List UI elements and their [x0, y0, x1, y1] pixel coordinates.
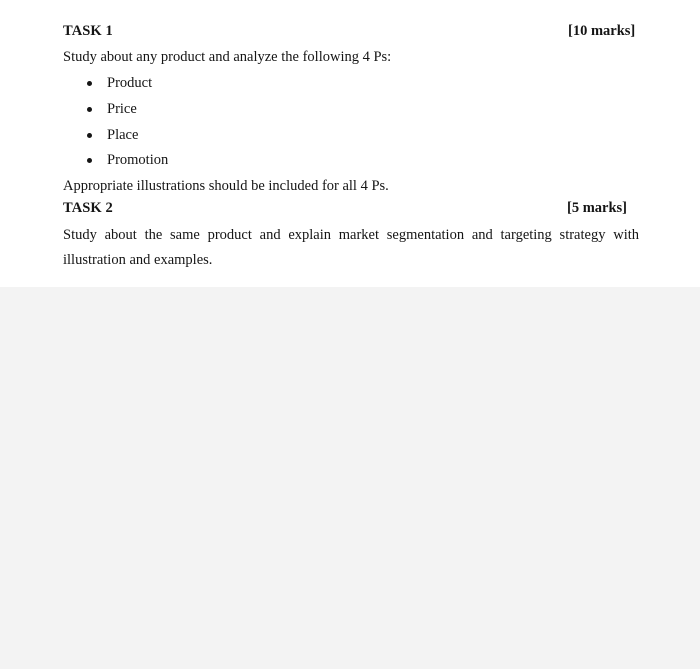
task2-body-line1: Study about the same product and explain market segmentation and targeting strategy with	[63, 227, 639, 243]
list-item	[85, 123, 168, 149]
document-page	[0, 0, 700, 287]
task1-heading: TASK 1	[63, 23, 113, 39]
bullet-icon	[87, 158, 92, 163]
bullet-icon	[87, 107, 92, 112]
task1-intro: Study about any product and analyze the following 4 Ps:	[63, 49, 392, 65]
bullet-icon	[87, 133, 92, 138]
list-item	[85, 97, 168, 123]
four-ps-list	[85, 71, 168, 174]
task2-heading: TASK 2	[63, 200, 113, 216]
list-item-label: Price	[107, 100, 137, 117]
task2-marks: [5 marks]	[567, 200, 628, 216]
list-item	[85, 71, 168, 97]
bullet-icon	[87, 81, 92, 86]
list-item-label: Product	[107, 75, 153, 91]
task1-marks: [10 marks]	[568, 23, 636, 39]
list-item	[85, 148, 168, 174]
task1-note: Appropriate illustrations should be included for all 4 Ps.	[63, 178, 389, 194]
list-item-label: Promotion	[107, 152, 169, 169]
task2-body-line2: illustration and examples.	[63, 252, 213, 268]
list-item-label: Place	[107, 126, 139, 143]
